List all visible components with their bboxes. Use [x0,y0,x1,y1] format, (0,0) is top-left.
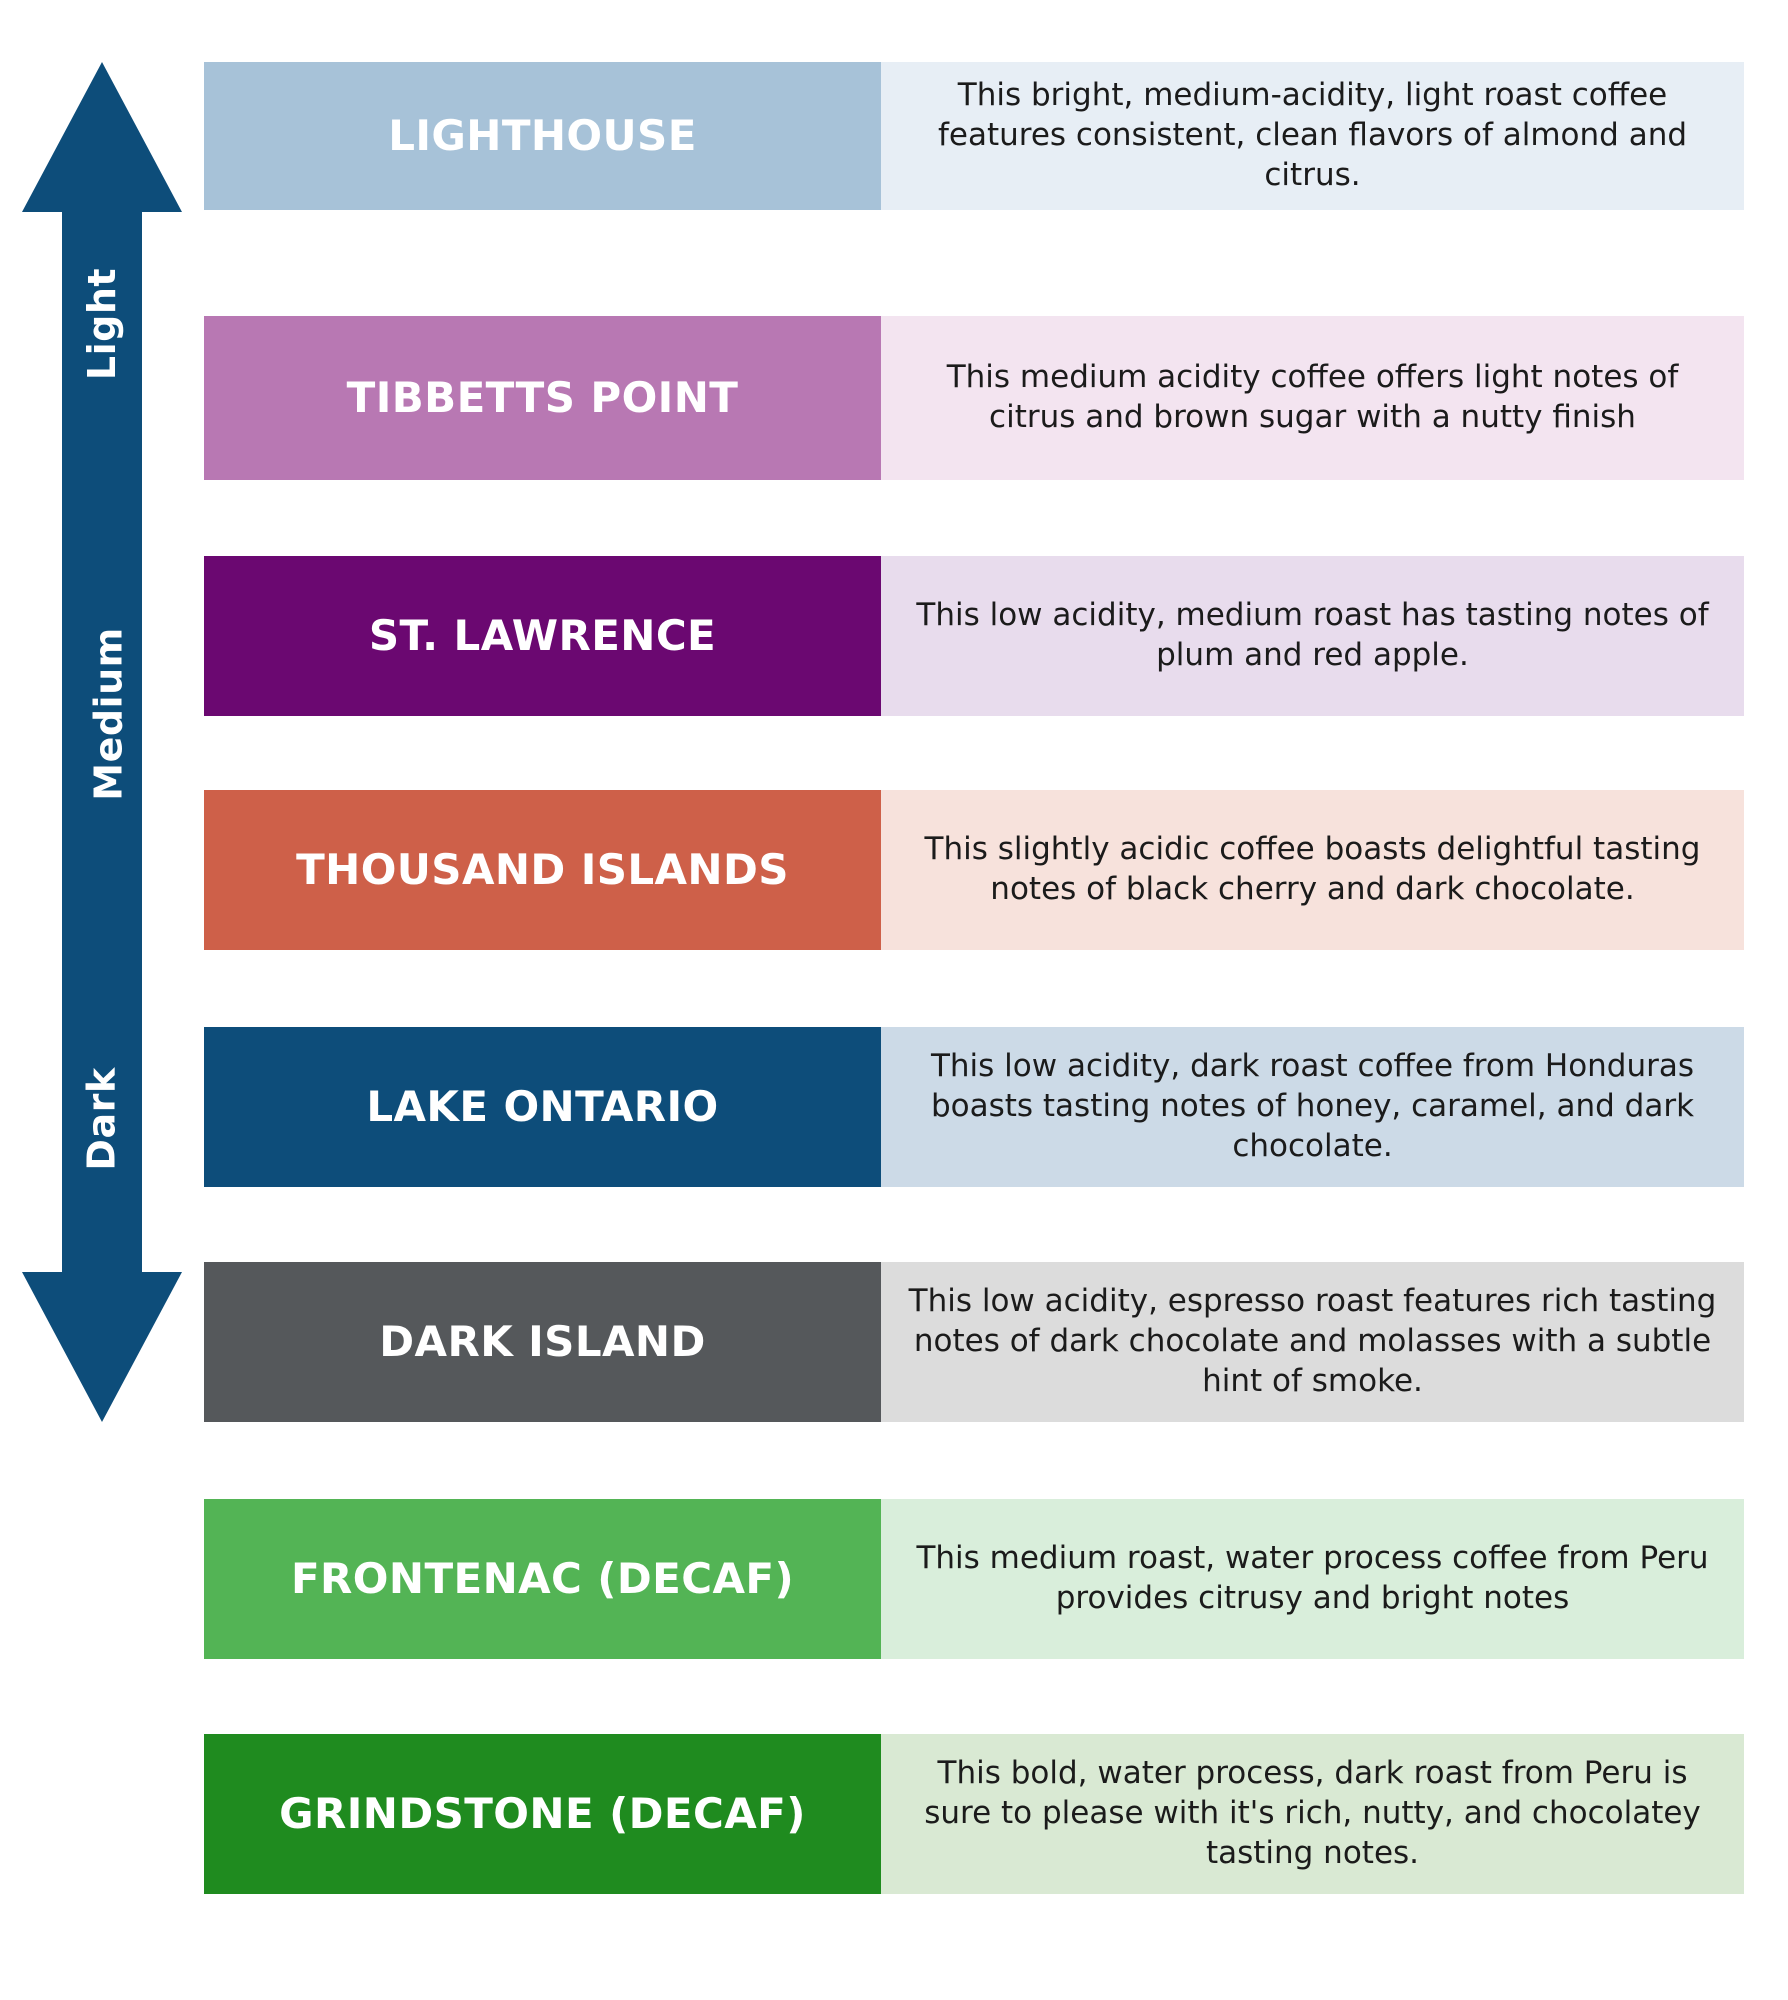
coffee-swatch [204,1027,881,1187]
scale-label-dark-text: Dark [79,1067,124,1171]
scale-label-medium-text: Medium [86,627,131,801]
coffee-name: THOUSAND ISLANDS [296,844,789,894]
coffee-row [204,1734,1744,1894]
coffee-description-text: This bold, water process, dark roast from Peru is sure to please with it's rich, nutty, and chocolatey tasting notes. [924,1755,1701,1871]
scale-label-light-text: Light [79,267,124,381]
coffee-row [204,556,1744,716]
coffee-description-text: This low acidity, espresso roast features rich tasting notes of dark chocolate and molasses with a subtle hint of smoke. [908,1283,1717,1399]
coffee-description-text: This medium roast, water process coffee from Peru provides citrusy and bright notes [916,1540,1709,1616]
coffee-description-panel [881,1027,1744,1187]
coffee-row [204,1027,1744,1187]
coffee-swatch [204,790,881,950]
coffee-swatch [204,62,881,210]
coffee-name: FRONTENAC (DECAF) [290,1553,795,1603]
coffee-description-panel [881,1734,1744,1894]
scale-label-medium [22,627,182,801]
coffee-description-panel [881,1499,1744,1659]
coffee-description-panel [881,790,1744,950]
scale-label-light [22,267,182,381]
coffee-description-text: This low acidity, medium roast has tasting notes of plum and red apple. [916,597,1709,673]
coffee-name: DARK ISLAND [379,1316,706,1366]
roast-scale-arrow [22,62,182,1422]
coffee-swatch [204,316,881,480]
coffee-row [204,790,1744,950]
coffee-description-text: This low acidity, dark roast coffee from Honduras boasts tasting notes of honey, caramel, and dark chocolate. [930,1048,1695,1164]
coffee-name: LAKE ONTARIO [366,1081,719,1131]
coffee-row [204,1262,1744,1422]
coffee-description-panel [881,316,1744,480]
coffee-name: TIBBETTS POINT [346,372,739,422]
coffee-description-panel [881,1262,1744,1422]
coffee-swatch [204,556,881,716]
coffee-name: ST. LAWRENCE [368,610,717,660]
coffee-description-text: This medium acidity coffee offers light notes of citrus and brown sugar with a nutty finish [946,359,1679,435]
coffee-description-text: This slightly acidic coffee boasts delightful tasting notes of black cherry and dark chocolate. [924,831,1701,907]
coffee-swatch [204,1734,881,1894]
coffee-swatch [204,1499,881,1659]
coffee-name: LIGHTHOUSE [388,110,697,160]
coffee-row [204,1499,1744,1659]
coffee-row [204,316,1744,480]
coffee-name: GRINDSTONE (DECAF) [279,1788,806,1838]
scale-label-dark [22,1067,182,1171]
coffee-row [204,62,1744,210]
coffee-swatch [204,1262,881,1422]
coffee-description-text: This bright, medium-acidity, light roast coffee features consistent, clean flavors of almond and citrus. [937,77,1688,193]
coffee-description-panel [881,556,1744,716]
coffee-description-panel [881,62,1744,210]
